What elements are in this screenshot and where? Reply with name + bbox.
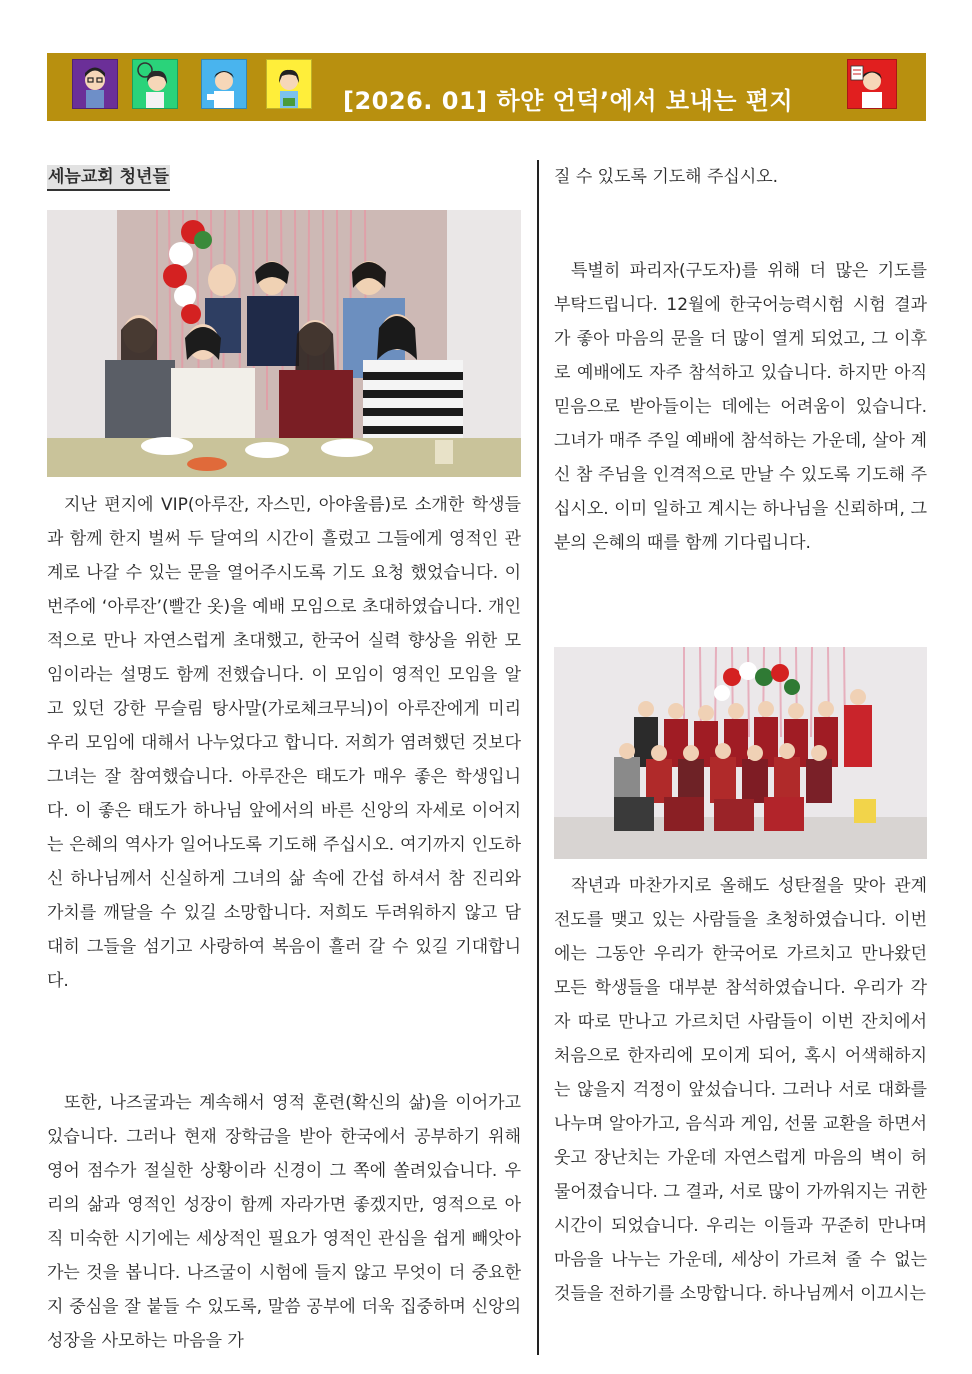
right-paragraph-0: 질 수 있도록 기도해 주십시오.	[554, 167, 779, 187]
column-divider	[537, 160, 539, 1355]
left-paragraph-1: 지난 편지에 VIP(아루잔, 자스민, 아야울름)로 소개한 학생들과 함께 한지 벌써 두 달여의 시간이 흘렀고 그들에게 영적인 관계로 나갈 수 있는 문을 열어주시도록 기도 요청 했었습니다. 이번주에 ‘아루잔’(빨간 옷)을 예배 모임으로 초대하였습니다. 개인적으로 만나 자연스럽게 초대했고, 한국어 실력 향상을 위한 모임이라는 설명도 함께 전했습니다. 이 모임이 영적인 모임을 알고 있던 강한 무슬림 탕사말(가로체크무늬)이 아루잔에게 미리 우리 모임에 대해서 나누었다고 합니다. 저희가 염려했던 것보다 그녀는 잘 참여했습니다. 아루잔은 태도가 매우 좋은 학생입니다. 이 좋은 태도가 하나님 앞에서의 바른 신앙의 자세로 이어지는 은혜의 역사가 일어나도록 기도해 주십시오. 여기까지 인도하신 하나님께서 신실하게 그녀의 삶 속에 간섭 하셔서 참 진리와 가치를 깨달을 수 있길 소망합니다. 저희도 두려워하지 않고 담대히 그들을 섬기고 사랑하여 복음이 흘러 갈 수 있길 기대합니다.	[47, 495, 521, 991]
left-column	[47, 157, 521, 194]
section-title: 세늠교회 청년들	[47, 165, 170, 191]
left-body-2	[47, 1086, 521, 1358]
avatar-girl-tennis-icon	[132, 59, 178, 109]
right-paragraph-1: 특별히 파리자(구도자)를 위해 더 많은 기도를 부탁드립니다. 12월에 한국어능력시험 시험 결과가 좋아 마음의 문을 더 많이 열게 되었고, 그 이후로 예배에도 자주 참석하고 있습니다. 하지만 아직 믿음으로 받아들이는 데에는 어려움이 있습니다. 그녀가 매주 주일 예배에 참석하는 가운데, 살아 계신 참 주님을 인격적으로 만날 수 있도록 기도해 주십시오. 이미 일하고 계시는 하나님을 신뢰하며, 그분의 은혜의 때를 함께 기다립니다.	[554, 261, 927, 553]
right-paragraph-2: 작년과 마찬가지로 올해도 성탄절을 맞아 관계 전도를 맺고 있는 사람들을 초청하였습니다. 이번에는 그동안 우리가 한국어로 가르치고 만나왔던 모든 학생들을 대부분 참석하였습니다. 우리가 각자 따로 만나고 가르치던 사람들이 이번 잔치에서 처음으로 한자리에 모이게 되어, 혹시 어색해하지는 않을지 걱정이 앞섰습니다. 그러나 서로 대화를 나누며 알아가고, 음식과 게임, 선물 교환을 하면서 웃고 장난치는 가운데 자연스럽게 마음의 벽이 허물어졌습니다. 그 결과, 서로 많이 가까워지는 귀한 시간이 되었습니다. 우리는 이들과 꾸준히 만나며 마음을 나누는 가운데, 세상이 가르쳐 줄 수 없는 것들을 전하기를 소망합니다. 하나님께서 이끄시는	[554, 876, 927, 1304]
christmas-party-photo	[554, 647, 927, 859]
left-paragraph-2: 또한, 나즈굴과는 계속해서 영적 훈련(확신의 삶)을 이어가고 있습니다. 그러나 현재 장학금을 받아 한국에서 공부하기 위해 영어 점수가 절실한 상황이라 신경이 그 쪽에 쏠려있습니다. 우리의 삶과 영적인 성장이 함께 자라가면 좋겠지만, 영적으로 아직 미숙한 시기에는 세상적인 필요가 영적인 관심을 쉽게 빼앗아 가는 것을 봅니다. 나즈굴이 시험에 들지 않고 무엇이 더 중요한지 중심을 잘 붙들 수 있도록, 말씀 공부에 더욱 집중하며 신앙의 성장을 사모하는 마음을 가	[47, 1093, 521, 1351]
right-body-1	[554, 254, 927, 560]
right-column	[554, 160, 927, 194]
header-title: [2026. 01] 하얀 언덕’에서 보내는 편지	[343, 87, 794, 115]
avatar-boy-1-icon	[72, 59, 118, 109]
right-body-2	[554, 869, 927, 1311]
avatar-girl-2-icon	[266, 59, 312, 109]
youth-group-photo	[47, 210, 521, 477]
avatar-boy-2-icon	[201, 59, 247, 109]
header-banner	[47, 53, 926, 121]
avatar-boy-sign-icon	[847, 59, 897, 109]
left-body	[47, 488, 521, 998]
